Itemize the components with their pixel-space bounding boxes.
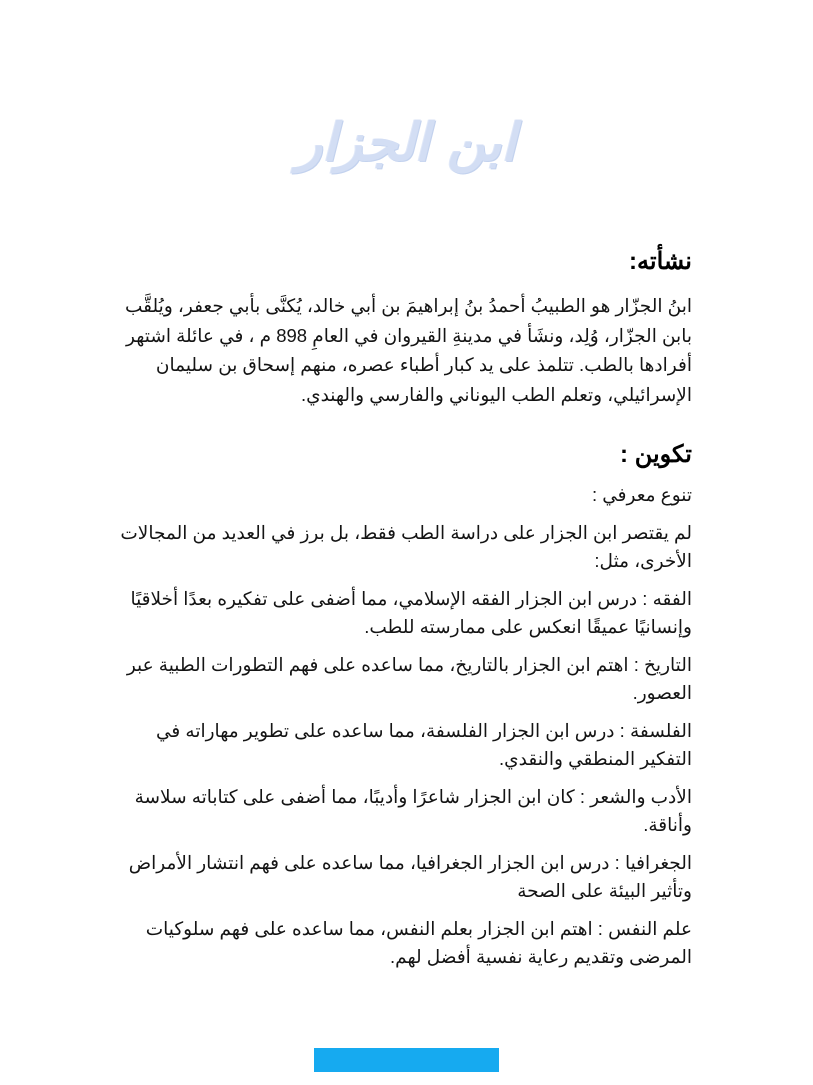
list-item-philosophy: الفلسفة : درس ابن الجزار الفلسفة، مما ساعده على تطوير مهاراته في التفكير المنطقي والنقدي.	[156, 720, 692, 769]
list-item-geography: الجغرافيا : درس ابن الجزار الجغرافيا، مما ساعده على فهم انتشار الأمراض وتأثير البيئة على الصحة	[128, 852, 692, 901]
document-title: ابن الجزار	[297, 112, 516, 173]
formation-intro-paragraph: لم يقتصر ابن الجزار على دراسة الطب فقط، بل برز في العديد من المجالات الأخرى، مثل:	[120, 522, 692, 571]
list-item-fiqh: الفقه : درس ابن الجزار الفقه الإسلامي، مما أضفى على تفكيره بعدًا أخلاقيًا وإنسانيًا عميقًا انعكس على ممارسته للطب.	[130, 588, 692, 637]
section-heading-origin: نشأته:	[629, 248, 692, 275]
list-item-psychology: علم النفس : اهتم ابن الجزار بعلم النفس، مما ساعده على فهم سلوكيات المرضى وتقديم رعاية نفسية أفضل لهم.	[145, 918, 692, 967]
origin-paragraph: ابنُ الجزّار هو الطبيبُ أحمدُ بنُ إبراهيمَ بن أبي خالد، يُكنَّى بأبي جعفر، ويُلقَّب بابن الجزّار، وُلِد، ونشَأ في مدينةِ القيروان في العامِ 898 م ، في عائلة اشتهر أفرادها بالطب. تتلمذ على يد كبار أطباء عصره، منهم إسحاق بن سليمان الإسرائيلي، وتعلم الطب اليوناني والفارسي والهندي.	[125, 295, 692, 405]
document-body	[112, 246, 692, 971]
formation-subheading: تنوع معرفي :	[591, 484, 692, 505]
section-heading-formation: تكوين :	[620, 441, 692, 468]
list-item-literature: الأدب والشعر : كان ابن الجزار شاعرًا وأديبًا، مما أضفى على كتاباته سلاسة وأناقة.	[134, 786, 692, 835]
bottom-bar	[314, 1048, 499, 1072]
list-item-history: التاريخ : اهتم ابن الجزار بالتاريخ، مما ساعده على فهم التطورات الطبية عبر العصور.	[126, 654, 692, 703]
